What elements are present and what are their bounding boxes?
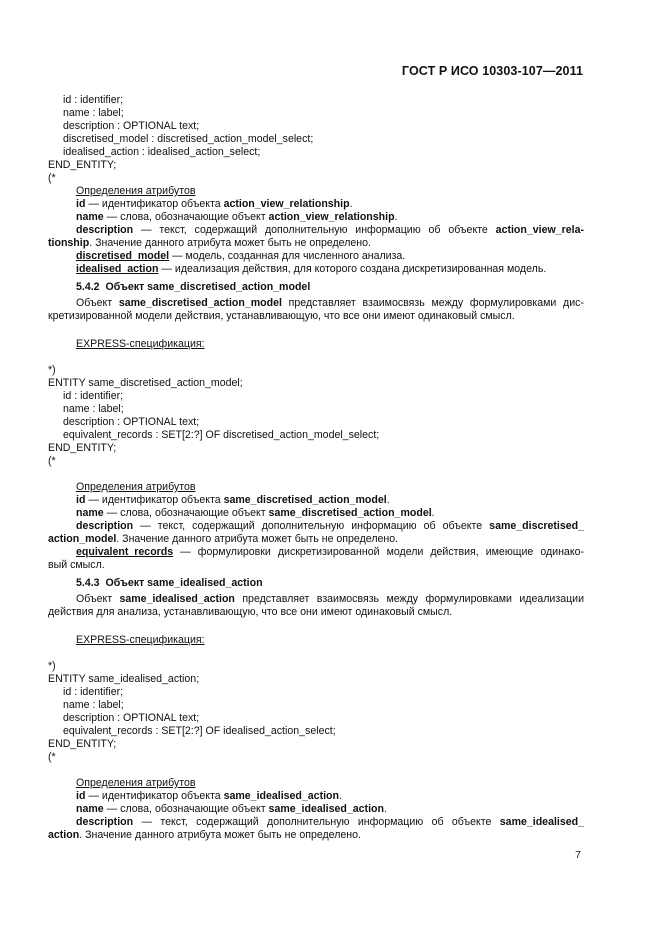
express-label: EXPRESS-спецификация: (76, 634, 205, 646)
term: action_view_rela- (495, 224, 584, 236)
text: . Значение данного атрибута может быть не определено. (116, 533, 399, 545)
code-line: name : label; (63, 403, 124, 415)
text: — идентификатор объекта (85, 790, 224, 802)
term: description (76, 816, 134, 828)
attribute-def-description-cont (48, 533, 584, 546)
text: — слова, обозначающие объект (103, 507, 269, 519)
text: — идентификатор объекта (85, 198, 224, 210)
attributes-heading: Определения атрибутов (76, 185, 196, 197)
code-line: equivalent_records : SET[2:?] OF idealised_action_select; (63, 725, 336, 737)
text: — формулировки дискретизированной модели действия, имеющие одинако- (173, 546, 584, 558)
text: — идеализация действия, для которого создана дискретизированная модель. (158, 263, 547, 275)
term: action_view_relationship (223, 198, 350, 210)
code-line: description : OPTIONAL text; (63, 416, 200, 428)
attribute-def-name (76, 211, 612, 224)
text: — слова, обозначающие объект (103, 803, 269, 815)
section-number: 5.4.3 (76, 577, 100, 589)
term: description (76, 520, 134, 532)
code-line: name : label; (63, 107, 124, 119)
text: . (394, 211, 398, 223)
attribute-def-id (76, 790, 612, 803)
term: discretised_model (76, 250, 170, 262)
term: id (76, 198, 86, 210)
text: представляет взаимосвязь между формулировками идеализации (234, 593, 584, 605)
section-title-name: same_discretised_action_model (147, 281, 311, 293)
paragraph (76, 593, 584, 606)
page-number: 7 (575, 849, 581, 861)
code-line: ENTITY same_idealised_action; (48, 673, 200, 685)
term: action (48, 829, 80, 841)
section-heading-5-4-2 (76, 281, 612, 294)
attributes-heading: Определения атрибутов (76, 777, 196, 789)
attribute-def-equivalent-records-cont: вый смысл. (48, 559, 105, 571)
code-line: name : label; (63, 699, 124, 711)
attribute-def-equivalent-records (76, 546, 584, 559)
code-line: (* (48, 751, 56, 763)
code-line: description : OPTIONAL text; (63, 712, 200, 724)
term: action_model (48, 533, 117, 545)
text: — текст, содержащий дополнительную информацию об объекте (133, 224, 496, 236)
attribute-def-description-cont (48, 237, 584, 250)
text: . (386, 494, 390, 506)
express-label: EXPRESS-спецификация: (76, 338, 205, 350)
text: представляет взаимосвязь между формулировками дис- (281, 297, 584, 309)
term: idealised_action (76, 263, 159, 275)
code-line: *) (48, 660, 56, 672)
code-line: id : identifier; (63, 94, 124, 106)
text: Объект (76, 593, 120, 605)
text: — текст, содержащий дополнительную информацию об объекте (133, 520, 490, 532)
paragraph (76, 297, 584, 310)
term: tionship (48, 237, 90, 249)
text: — идентификатор объекта (85, 494, 224, 506)
attribute-def-description (76, 224, 584, 237)
text: . (383, 803, 387, 815)
text: . Значение данного атрибута может быть не определено. (79, 829, 361, 841)
attribute-def-description (76, 816, 584, 829)
section-title-prefix: Объект (105, 577, 148, 589)
text: . (431, 507, 435, 519)
attribute-def-id (76, 198, 612, 211)
term: same_discretised_ (489, 520, 584, 532)
attribute-def-description (76, 520, 584, 533)
attributes-heading: Определения атрибутов (76, 481, 196, 493)
text: Объект (76, 297, 119, 309)
term: equivalent_records (76, 546, 174, 558)
text: — модель, созданная для численного анализа. (169, 250, 406, 262)
text: . Значение данного атрибута может быть не определено. (89, 237, 371, 249)
paragraph-cont: действия для анализа, устанавливающую, что все они имеют одинаковый смысл. (48, 606, 453, 618)
attribute-def-description-cont (48, 829, 584, 842)
code-line: ENTITY same_discretised_action_model; (48, 377, 243, 389)
term: name (76, 803, 104, 815)
term: same_discretised_action_model (118, 297, 282, 309)
document-header: ГОСТ Р ИСО 10303-107—2011 (401, 64, 583, 78)
code-line: id : identifier; (63, 686, 124, 698)
term: same_idealised_action (119, 593, 235, 605)
term: same_discretised_action_model (223, 494, 387, 506)
code-line: discretised_model : discretised_action_model_select; (63, 133, 314, 145)
code-line: description : OPTIONAL text; (63, 120, 200, 132)
code-line: *) (48, 364, 56, 376)
code-line: idealised_action : idealised_action_select; (63, 146, 261, 158)
section-number: 5.4.2 (76, 281, 100, 293)
text: . (339, 790, 342, 802)
term: name (76, 507, 104, 519)
attribute-def-id (76, 494, 612, 507)
attribute-def-idealised-action (76, 263, 612, 276)
code-line: END_ENTITY; (48, 159, 117, 171)
section-title-prefix: Объект (105, 281, 148, 293)
code-line: equivalent_records : SET[2:?] OF discretised_action_model_select; (63, 429, 380, 441)
term: id (76, 494, 86, 506)
term: name (76, 211, 104, 223)
code-line: (* (48, 455, 56, 467)
term: action_view_relationship (268, 211, 395, 223)
code-line: id : identifier; (63, 390, 124, 402)
term: same_idealised_ (499, 816, 584, 828)
term: same_idealised_action (268, 803, 384, 815)
text: — текст, содержащий дополнительную информацию об объекте (133, 816, 500, 828)
code-line: END_ENTITY; (48, 738, 117, 750)
attribute-def-name (76, 803, 612, 816)
code-line: (* (48, 172, 56, 184)
text: . (349, 198, 353, 210)
attribute-def-name (76, 507, 612, 520)
section-title-name: same_idealised_action (147, 577, 263, 589)
code-line: END_ENTITY; (48, 442, 117, 454)
term: same_idealised_action (223, 790, 339, 802)
term: description (76, 224, 134, 236)
paragraph-cont: кретизированной модели действия, устанавливающую, что все они имеют одинаковый смысл. (48, 310, 515, 322)
section-heading-5-4-3 (76, 577, 612, 590)
text: — слова, обозначающие объект (103, 211, 269, 223)
attribute-def-discretised-model (76, 250, 612, 263)
term: id (76, 790, 86, 802)
term: same_discretised_action_model (268, 507, 432, 519)
